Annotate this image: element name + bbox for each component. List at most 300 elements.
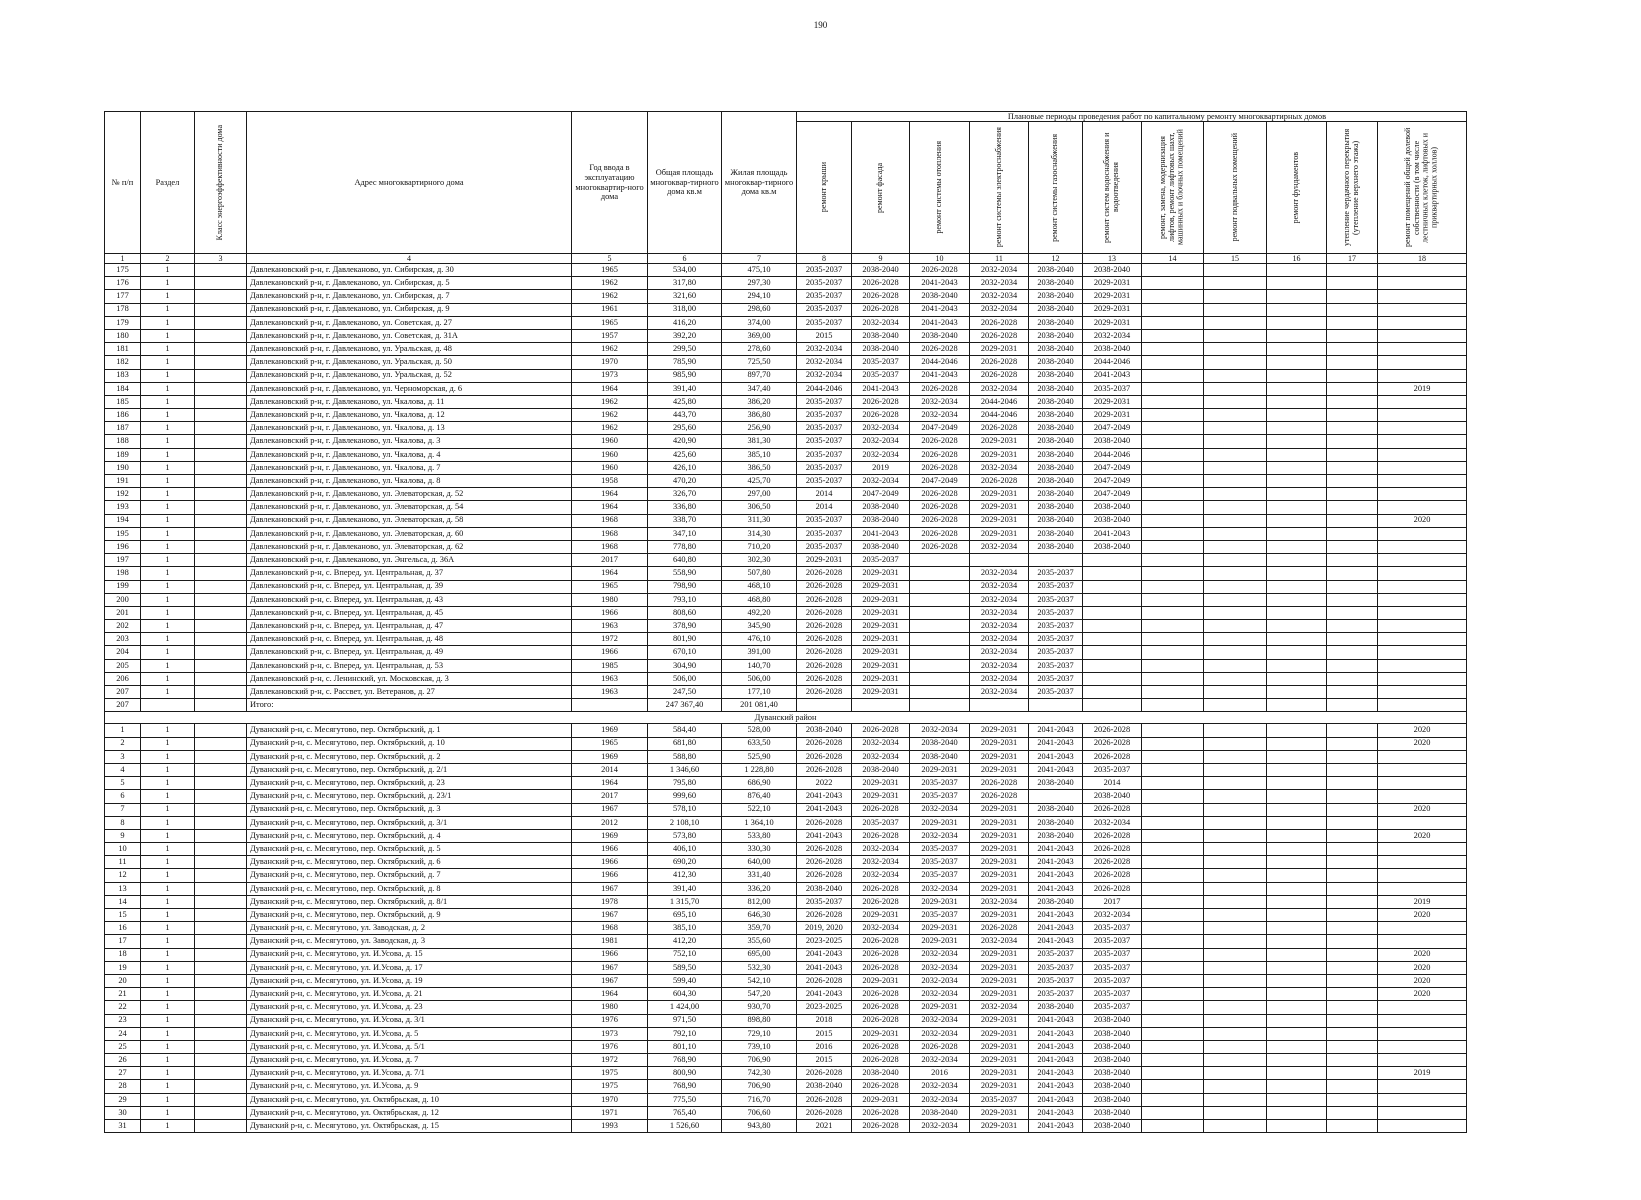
row-address: Дуванский р-н, с. Месягутово, ул. Заводская, д. 2 bbox=[247, 922, 572, 935]
row-number: 31 bbox=[105, 1120, 141, 1133]
row-heating bbox=[910, 686, 970, 699]
row-roof: 2032-2034 bbox=[797, 343, 852, 356]
table-row bbox=[105, 750, 1467, 763]
row-elevators bbox=[1142, 554, 1204, 567]
column-number: 1 bbox=[105, 254, 141, 264]
row-year: 1964 bbox=[572, 382, 648, 395]
row-roof: 2021 bbox=[797, 1120, 852, 1133]
row-roof: 2035-2037 bbox=[797, 435, 852, 448]
row-electric: 2029-2031 bbox=[970, 514, 1029, 527]
row-facade: 2029-2031 bbox=[852, 1027, 910, 1040]
row-basement bbox=[1204, 882, 1267, 895]
row-water bbox=[1083, 672, 1142, 685]
row-attic bbox=[1327, 554, 1378, 567]
row-gas: 2041-2043 bbox=[1029, 724, 1083, 737]
row-energy-class bbox=[195, 1067, 247, 1080]
row-heating bbox=[910, 620, 970, 633]
row-water: 2038-2040 bbox=[1083, 514, 1142, 527]
row-basement bbox=[1204, 1001, 1267, 1014]
row-roof: 2035-2037 bbox=[797, 422, 852, 435]
row-energy-class bbox=[195, 633, 247, 646]
row-address: Дуванский р-н, с. Месягутово, пер. Октябрьский, д. 23 bbox=[247, 777, 572, 790]
row-roof: 2035-2037 bbox=[797, 895, 852, 908]
row-total-area: 768,90 bbox=[648, 1054, 722, 1067]
row-gas: 2035-2037 bbox=[1029, 686, 1083, 699]
header-foundation: ремонт фундаментов bbox=[1267, 122, 1327, 254]
row-gas: 2035-2037 bbox=[1029, 659, 1083, 672]
row-razdel: 1 bbox=[141, 1040, 195, 1053]
row-living-area: 347,40 bbox=[722, 382, 797, 395]
row-energy-class bbox=[195, 829, 247, 842]
row-year: 2017 bbox=[572, 554, 648, 567]
row-water: 2029-2031 bbox=[1083, 409, 1142, 422]
row-living-area: 369,00 bbox=[722, 329, 797, 342]
row-facade: 2038-2040 bbox=[852, 763, 910, 776]
row-water: 2038-2040 bbox=[1083, 790, 1142, 803]
row-address: Дуванский р-н, с. Месягутово, ул. Октябрьская, д. 10 bbox=[247, 1093, 572, 1106]
row-living-area: 739,10 bbox=[722, 1040, 797, 1053]
row-address: Давлекановский р-н, г. Давлеканово, ул. Элеваторская, д. 62 bbox=[247, 540, 572, 553]
row-common-premises bbox=[1378, 264, 1467, 277]
row-basement bbox=[1204, 620, 1267, 633]
row-number: 13 bbox=[105, 882, 141, 895]
row-razdel: 1 bbox=[141, 369, 195, 382]
row-total-area: 338,70 bbox=[648, 514, 722, 527]
row-gas: 2041-2043 bbox=[1029, 1120, 1083, 1133]
row-number: 201 bbox=[105, 606, 141, 619]
row-number: 19 bbox=[105, 961, 141, 974]
row-common-premises bbox=[1378, 1001, 1467, 1014]
row-elevators bbox=[1142, 422, 1204, 435]
row-living-area: 386,50 bbox=[722, 461, 797, 474]
column-number: 10 bbox=[910, 254, 970, 264]
row-common-premises bbox=[1378, 777, 1467, 790]
row-basement bbox=[1204, 356, 1267, 369]
row-foundation bbox=[1267, 988, 1327, 1001]
row-heating: 2035-2037 bbox=[910, 869, 970, 882]
row-facade: 2035-2037 bbox=[852, 369, 910, 382]
row-razdel: 1 bbox=[141, 948, 195, 961]
row-basement bbox=[1204, 290, 1267, 303]
row-razdel: 1 bbox=[141, 895, 195, 908]
row-number: 6 bbox=[105, 790, 141, 803]
row-living-area: 336,20 bbox=[722, 882, 797, 895]
row-attic bbox=[1327, 829, 1378, 842]
row-heating: 2032-2034 bbox=[910, 948, 970, 961]
row-heating: 2026-2028 bbox=[910, 461, 970, 474]
row-common-premises: 2020 bbox=[1378, 514, 1467, 527]
row-water bbox=[1083, 606, 1142, 619]
row-living-area: 359,70 bbox=[722, 922, 797, 935]
row-basement bbox=[1204, 527, 1267, 540]
row-facade: 2026-2028 bbox=[852, 1001, 910, 1014]
row-facade: 2026-2028 bbox=[852, 290, 910, 303]
row-heating: 2032-2034 bbox=[910, 1120, 970, 1133]
row-facade: 2029-2031 bbox=[852, 567, 910, 580]
row-foundation bbox=[1267, 869, 1327, 882]
row-gas: 2041-2043 bbox=[1029, 1014, 1083, 1027]
row-electric bbox=[970, 554, 1029, 567]
row-razdel: 1 bbox=[141, 790, 195, 803]
row-razdel: 1 bbox=[141, 1054, 195, 1067]
row-roof: 2038-2040 bbox=[797, 1080, 852, 1093]
row-heating: 2035-2037 bbox=[910, 909, 970, 922]
row-razdel: 1 bbox=[141, 593, 195, 606]
row-razdel: 1 bbox=[141, 488, 195, 501]
row-elevators bbox=[1142, 1080, 1204, 1093]
row-foundation bbox=[1267, 1067, 1327, 1080]
row-electric: 2029-2031 bbox=[970, 843, 1029, 856]
row-living-area: 294,10 bbox=[722, 290, 797, 303]
column-number: 2 bbox=[141, 254, 195, 264]
row-total-area: 304,90 bbox=[648, 659, 722, 672]
row-electric: 2026-2028 bbox=[970, 422, 1029, 435]
row-water: 2032-2034 bbox=[1083, 329, 1142, 342]
row-facade: 2026-2028 bbox=[852, 1040, 910, 1053]
row-common-premises bbox=[1378, 316, 1467, 329]
row-foundation bbox=[1267, 395, 1327, 408]
row-electric: 2026-2028 bbox=[970, 316, 1029, 329]
row-roof: 2035-2037 bbox=[797, 540, 852, 553]
row-facade: 2026-2028 bbox=[852, 935, 910, 948]
row-heating: 2047-2049 bbox=[910, 422, 970, 435]
row-water: 2026-2028 bbox=[1083, 843, 1142, 856]
row-common-premises: 2020 bbox=[1378, 909, 1467, 922]
row-heating: 2029-2031 bbox=[910, 763, 970, 776]
row-gas: 2041-2043 bbox=[1029, 869, 1083, 882]
row-gas: 2041-2043 bbox=[1029, 935, 1083, 948]
row-roof: 2026-2028 bbox=[797, 686, 852, 699]
row-total-area: 999,60 bbox=[648, 790, 722, 803]
row-attic bbox=[1327, 909, 1378, 922]
row-number: 205 bbox=[105, 659, 141, 672]
row-number: 178 bbox=[105, 303, 141, 316]
row-common-premises bbox=[1378, 659, 1467, 672]
row-basement bbox=[1204, 409, 1267, 422]
table-row bbox=[105, 1080, 1467, 1093]
row-basement bbox=[1204, 1027, 1267, 1040]
row-razdel: 1 bbox=[141, 672, 195, 685]
row-attic bbox=[1327, 567, 1378, 580]
table-row bbox=[105, 922, 1467, 935]
row-water: 2035-2037 bbox=[1083, 1001, 1142, 1014]
table-row bbox=[105, 829, 1467, 842]
row-foundation bbox=[1267, 580, 1327, 593]
row-razdel: 1 bbox=[141, 961, 195, 974]
row-foundation bbox=[1267, 382, 1327, 395]
row-gas: 2038-2040 bbox=[1029, 514, 1083, 527]
row-electric: 2032-2034 bbox=[970, 567, 1029, 580]
row-address: Дуванский р-н, с. Месягутово, ул. И.Усова, д. 7 bbox=[247, 1054, 572, 1067]
row-energy-class bbox=[195, 395, 247, 408]
row-basement bbox=[1204, 277, 1267, 290]
row-basement bbox=[1204, 686, 1267, 699]
row-energy-class bbox=[195, 264, 247, 277]
row-total-area: 336,80 bbox=[648, 501, 722, 514]
row-common-premises bbox=[1378, 620, 1467, 633]
row-energy-class bbox=[195, 869, 247, 882]
row-gas: 2038-2040 bbox=[1029, 356, 1083, 369]
row-common-premises: 2020 bbox=[1378, 737, 1467, 750]
cell bbox=[1327, 699, 1378, 712]
table-row bbox=[105, 1040, 1467, 1053]
row-common-premises bbox=[1378, 763, 1467, 776]
row-elevators bbox=[1142, 1120, 1204, 1133]
row-foundation bbox=[1267, 290, 1327, 303]
row-gas: 2038-2040 bbox=[1029, 527, 1083, 540]
row-attic bbox=[1327, 737, 1378, 750]
row-facade: 2026-2028 bbox=[852, 948, 910, 961]
row-elevators bbox=[1142, 1027, 1204, 1040]
row-living-area: 528,00 bbox=[722, 724, 797, 737]
row-energy-class bbox=[195, 1014, 247, 1027]
row-gas: 2041-2043 bbox=[1029, 1106, 1083, 1119]
row-basement bbox=[1204, 672, 1267, 685]
row-number: 1 bbox=[105, 724, 141, 737]
row-number: 20 bbox=[105, 974, 141, 987]
row-roof: 2035-2037 bbox=[797, 461, 852, 474]
row-total-area: 420,90 bbox=[648, 435, 722, 448]
table-total bbox=[105, 699, 1467, 724]
row-number: 16 bbox=[105, 922, 141, 935]
row-total-area: 317,80 bbox=[648, 277, 722, 290]
row-foundation bbox=[1267, 1080, 1327, 1093]
row-common-premises bbox=[1378, 935, 1467, 948]
row-total-area: 808,60 bbox=[648, 606, 722, 619]
row-attic bbox=[1327, 593, 1378, 606]
row-common-premises bbox=[1378, 290, 1467, 303]
row-total-area: 690,20 bbox=[648, 856, 722, 869]
row-razdel: 1 bbox=[141, 580, 195, 593]
row-facade: 2032-2034 bbox=[852, 422, 910, 435]
table-row bbox=[105, 737, 1467, 750]
row-elevators bbox=[1142, 724, 1204, 737]
row-basement bbox=[1204, 514, 1267, 527]
row-living-area: 345,90 bbox=[722, 620, 797, 633]
row-address: Дуванский р-н, с. Месягутово, пер. Октябрьский, д. 1 bbox=[247, 724, 572, 737]
row-foundation bbox=[1267, 935, 1327, 948]
row-energy-class bbox=[195, 435, 247, 448]
row-roof: 2022 bbox=[797, 777, 852, 790]
row-foundation bbox=[1267, 409, 1327, 422]
column-number: 14 bbox=[1142, 254, 1204, 264]
row-total-area: 695,10 bbox=[648, 909, 722, 922]
row-year: 1962 bbox=[572, 277, 648, 290]
row-total-area: 385,10 bbox=[648, 922, 722, 935]
column-number: 16 bbox=[1267, 254, 1327, 264]
column-number: 8 bbox=[797, 254, 852, 264]
row-heating: 2038-2040 bbox=[910, 290, 970, 303]
row-basement bbox=[1204, 790, 1267, 803]
row-razdel: 1 bbox=[141, 567, 195, 580]
header-plan-group: Плановые периоды проведения работ по капитальному ремонту многоквартирных домов bbox=[797, 112, 1467, 122]
row-facade: 2029-2031 bbox=[852, 672, 910, 685]
row-basement bbox=[1204, 554, 1267, 567]
row-electric: 2029-2031 bbox=[970, 448, 1029, 461]
row-address: Дуванский р-н, с. Месягутово, пер. Октябрьский, д. 4 bbox=[247, 829, 572, 842]
row-energy-class bbox=[195, 686, 247, 699]
row-year: 1962 bbox=[572, 409, 648, 422]
row-number: 5 bbox=[105, 777, 141, 790]
row-common-premises bbox=[1378, 790, 1467, 803]
row-foundation bbox=[1267, 277, 1327, 290]
row-address: Дуванский р-н, с. Месягутово, ул. И.Усова, д. 17 bbox=[247, 961, 572, 974]
row-year: 1967 bbox=[572, 882, 648, 895]
row-foundation bbox=[1267, 488, 1327, 501]
table-row bbox=[105, 816, 1467, 829]
table-row bbox=[105, 382, 1467, 395]
row-number: 24 bbox=[105, 1027, 141, 1040]
row-total-area: 412,20 bbox=[648, 935, 722, 948]
row-basement bbox=[1204, 750, 1267, 763]
row-common-premises bbox=[1378, 646, 1467, 659]
row-electric: 2029-2031 bbox=[970, 829, 1029, 842]
row-razdel: 1 bbox=[141, 303, 195, 316]
row-number: 7 bbox=[105, 803, 141, 816]
row-heating: 2032-2034 bbox=[910, 974, 970, 987]
row-number: 30 bbox=[105, 1106, 141, 1119]
row-basement bbox=[1204, 777, 1267, 790]
row-year: 1964 bbox=[572, 567, 648, 580]
row-basement bbox=[1204, 1093, 1267, 1106]
row-total-area: 470,20 bbox=[648, 475, 722, 488]
row-foundation bbox=[1267, 329, 1327, 342]
row-living-area: 506,00 bbox=[722, 672, 797, 685]
table-row bbox=[105, 290, 1467, 303]
table-row bbox=[105, 356, 1467, 369]
row-common-premises: 2020 bbox=[1378, 974, 1467, 987]
row-common-premises bbox=[1378, 303, 1467, 316]
row-total-area: 589,50 bbox=[648, 961, 722, 974]
row-total-area: 768,90 bbox=[648, 1080, 722, 1093]
row-facade: 2032-2034 bbox=[852, 737, 910, 750]
row-razdel: 1 bbox=[141, 988, 195, 1001]
row-electric: 2029-2031 bbox=[970, 909, 1029, 922]
row-address: Дуванский р-н, с. Месягутово, ул. И.Усова, д. 3/1 bbox=[247, 1014, 572, 1027]
row-address: Дуванский р-н, с. Месягутово, пер. Октябрьский, д. 10 bbox=[247, 737, 572, 750]
row-elevators bbox=[1142, 329, 1204, 342]
row-year: 1976 bbox=[572, 1014, 648, 1027]
row-elevators bbox=[1142, 448, 1204, 461]
row-basement bbox=[1204, 606, 1267, 619]
row-energy-class bbox=[195, 750, 247, 763]
row-attic bbox=[1327, 646, 1378, 659]
row-number: 21 bbox=[105, 988, 141, 1001]
row-common-premises bbox=[1378, 869, 1467, 882]
row-address: Давлекановский р-н, г. Давлеканово, ул. Черноморская, д. 6 bbox=[247, 382, 572, 395]
row-roof: 2019, 2020 bbox=[797, 922, 852, 935]
row-number: 28 bbox=[105, 1080, 141, 1093]
row-facade: 2026-2028 bbox=[852, 1080, 910, 1093]
header-electric: ремонт системы электроснабжения bbox=[970, 122, 1029, 254]
row-energy-class bbox=[195, 763, 247, 776]
row-roof: 2035-2037 bbox=[797, 527, 852, 540]
row-heating: 2035-2037 bbox=[910, 856, 970, 869]
row-number: 17 bbox=[105, 935, 141, 948]
row-electric: 2032-2034 bbox=[970, 620, 1029, 633]
row-water: 2026-2028 bbox=[1083, 882, 1142, 895]
row-common-premises bbox=[1378, 409, 1467, 422]
row-roof: 2035-2037 bbox=[797, 395, 852, 408]
column-number: 13 bbox=[1083, 254, 1142, 264]
row-gas: 2038-2040 bbox=[1029, 382, 1083, 395]
header-attic-insulation: утепление чердачного перекрытия (утепление верхнего этажа) bbox=[1327, 122, 1378, 254]
row-common-premises bbox=[1378, 593, 1467, 606]
row-heating: 2026-2028 bbox=[910, 514, 970, 527]
row-electric: 2026-2028 bbox=[970, 329, 1029, 342]
row-address: Давлекановский р-н, с. Вперед, ул. Центральная, д. 45 bbox=[247, 606, 572, 619]
row-water bbox=[1083, 686, 1142, 699]
row-total-area: 534,00 bbox=[648, 264, 722, 277]
row-number: 185 bbox=[105, 395, 141, 408]
row-living-area: 547,20 bbox=[722, 988, 797, 1001]
row-basement bbox=[1204, 1054, 1267, 1067]
row-common-premises bbox=[1378, 856, 1467, 869]
row-roof: 2026-2028 bbox=[797, 750, 852, 763]
cell bbox=[1029, 699, 1083, 712]
row-elevators bbox=[1142, 659, 1204, 672]
table-body-davlekanovsky bbox=[105, 264, 1467, 699]
table-header bbox=[105, 112, 1467, 264]
row-year: 1968 bbox=[572, 514, 648, 527]
row-number: 206 bbox=[105, 672, 141, 685]
row-living-area: 298,60 bbox=[722, 303, 797, 316]
row-living-area: 314,30 bbox=[722, 527, 797, 540]
row-basement bbox=[1204, 829, 1267, 842]
row-facade: 2038-2040 bbox=[852, 514, 910, 527]
row-roof: 2035-2037 bbox=[797, 303, 852, 316]
column-number: 17 bbox=[1327, 254, 1378, 264]
row-foundation bbox=[1267, 672, 1327, 685]
row-electric: 2029-2031 bbox=[970, 1120, 1029, 1133]
row-elevators bbox=[1142, 475, 1204, 488]
row-year: 1963 bbox=[572, 672, 648, 685]
row-facade: 2035-2037 bbox=[852, 356, 910, 369]
row-foundation bbox=[1267, 790, 1327, 803]
row-common-premises bbox=[1378, 567, 1467, 580]
row-electric: 2032-2034 bbox=[970, 633, 1029, 646]
row-elevators bbox=[1142, 620, 1204, 633]
row-heating: 2026-2028 bbox=[910, 264, 970, 277]
header-total-area: Общая площадь многоквар-тирного дома кв.м bbox=[648, 112, 722, 254]
row-foundation bbox=[1267, 948, 1327, 961]
row-basement bbox=[1204, 540, 1267, 553]
row-water: 2047-2049 bbox=[1083, 422, 1142, 435]
row-year: 1970 bbox=[572, 1093, 648, 1106]
capital-repair-table-sheet bbox=[104, 111, 1467, 1133]
row-energy-class bbox=[195, 646, 247, 659]
row-foundation bbox=[1267, 961, 1327, 974]
row-elevators bbox=[1142, 633, 1204, 646]
table-row bbox=[105, 895, 1467, 908]
row-facade: 2038-2040 bbox=[852, 343, 910, 356]
row-living-area: 386,80 bbox=[722, 409, 797, 422]
row-roof: 2035-2037 bbox=[797, 475, 852, 488]
row-foundation bbox=[1267, 264, 1327, 277]
row-energy-class bbox=[195, 488, 247, 501]
row-attic bbox=[1327, 1093, 1378, 1106]
row-living-area: 532,30 bbox=[722, 961, 797, 974]
table-row bbox=[105, 501, 1467, 514]
row-address: Давлекановский р-н, с. Вперед, ул. Центральная, д. 53 bbox=[247, 659, 572, 672]
row-address: Дуванский р-н, с. Месягутово, ул. И.Усова, д. 21 bbox=[247, 988, 572, 1001]
row-foundation bbox=[1267, 922, 1327, 935]
cell bbox=[195, 699, 247, 712]
row-living-area: 522,10 bbox=[722, 803, 797, 816]
row-total-area: 558,90 bbox=[648, 567, 722, 580]
row-foundation bbox=[1267, 435, 1327, 448]
row-heating: 2026-2028 bbox=[910, 1040, 970, 1053]
